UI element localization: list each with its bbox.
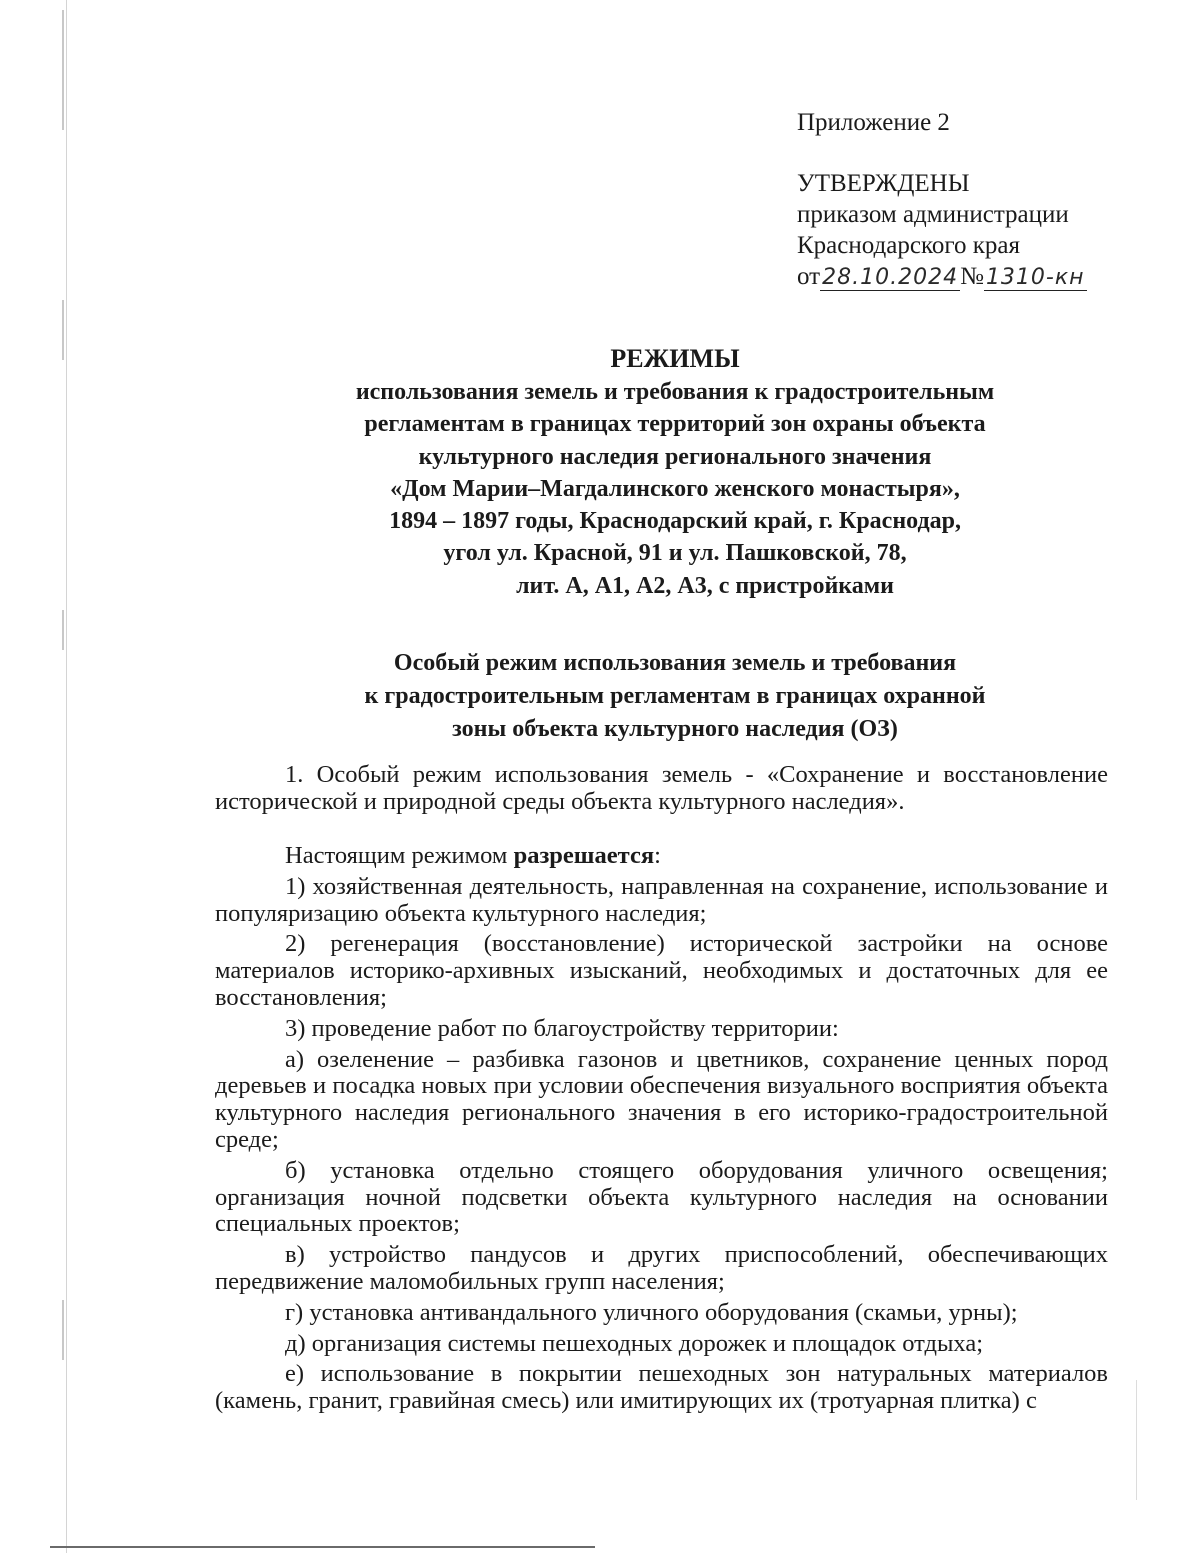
- paragraph-1-block: [215, 762, 1108, 816]
- section-heading: [230, 647, 1120, 746]
- subtitle-line: использования земель и требования к градостроительным: [355, 379, 995, 405]
- list-item: 2) регенерация (восстановление) исторической застройки на основе материалов историко-архивных изысканий, необходимых и достаточных для ее восстановления;: [215, 930, 1108, 1011]
- order-date-line: [797, 261, 1177, 292]
- scan-mark: [62, 610, 64, 650]
- document-title: РЕЖИМЫ: [610, 344, 740, 373]
- handwritten-number: 1310-кн: [985, 265, 1085, 290]
- list-item: 1) хозяйственная деятельность, направленная на сохранение, использование и популяризацию объекта культурного наследия;: [215, 872, 1108, 927]
- list-item: в) устройство пандусов и других приспособлений, обеспечивающих передвижение маломобильных групп населения;: [215, 1241, 1108, 1295]
- list-item: е) использование в покрытии пешеходных зон натуральных материалов (камень, гранит, гравийная смесь) или имитирующих их (тротуарная плитка) с: [215, 1360, 1108, 1415]
- date-prefix: от: [797, 263, 821, 290]
- allowed-intro-text: Настоящим режимом: [285, 842, 514, 869]
- list-item: а) озеленение – разбивка газонов и цветников, сохранение ценных пород деревьев и посадка новых при условии обеспечения визуального восприятия объекта культурного наследия регионального значения в его историко-градостроительной среде;: [215, 1045, 1108, 1153]
- number-prefix: №: [960, 263, 984, 290]
- section-heading-line: зоны объекта культурного наследия (ОЗ): [452, 716, 898, 742]
- document-subtitle: [230, 376, 1120, 602]
- scan-mark: [62, 1300, 64, 1360]
- handwritten-date: 28.10.2024: [822, 265, 959, 290]
- scan-edge-line: [66, 0, 67, 1553]
- scan-edge-line: [1136, 1380, 1137, 1500]
- scan-mark: [62, 300, 64, 360]
- approved-label: УТВЕРЖДЕНЫ: [797, 170, 970, 197]
- subtitle-line: лит. А, А1, А2, А3, с пристройками: [516, 572, 894, 599]
- list-item: б) установка отдельно стоящего оборудования уличного освещения; организация ночной подсветки объекта культурного наследия на основании специальных проектов;: [215, 1156, 1108, 1238]
- order-line-2: Краснодарского края: [797, 232, 1020, 259]
- appendix-label: Приложение 2: [797, 109, 950, 136]
- subtitle-line: «Дом Марии–Магдалинского женского монастыря»,: [390, 475, 960, 502]
- list-item: г) установка антивандального уличного оборудования (скамьи, урны);: [285, 1298, 1018, 1326]
- list-item: 3) проведение работ по благоустройству территории:: [285, 1014, 839, 1042]
- section-heading-line: к градостроительным регламентам в границах охранной: [364, 683, 986, 709]
- section-heading-line: Особый режим использования земель и требования: [393, 650, 957, 676]
- scan-bottom-line: [50, 1546, 595, 1548]
- allowed-list-block: [215, 843, 1108, 1419]
- list-item: д) организация системы пешеходных дорожек и площадок отдыха;: [285, 1329, 984, 1357]
- subtitle-line: регламентам в границах территорий зон охраны объекта: [364, 411, 986, 438]
- subtitle-line: угол ул. Красной, 91 и ул. Пашковской, 78,: [443, 540, 907, 567]
- allowed-intro: [215, 843, 1108, 870]
- order-line-1: приказом администрации: [797, 201, 1069, 228]
- subtitle-line: культурного наследия регионального значения: [418, 443, 932, 470]
- allowed-bold-text: разрешается: [513, 842, 655, 869]
- approval-block: [797, 107, 1177, 292]
- allowed-colon: :: [654, 842, 661, 869]
- scan-mark: [62, 10, 64, 130]
- subtitle-line: 1894 – 1897 годы, Краснодарский край, г. Краснодар,: [389, 508, 961, 535]
- paragraph-1: 1. Особый режим использования земель - «Сохранение и восстановление исторической и природной среды объекта культурного наследия».: [215, 761, 1108, 815]
